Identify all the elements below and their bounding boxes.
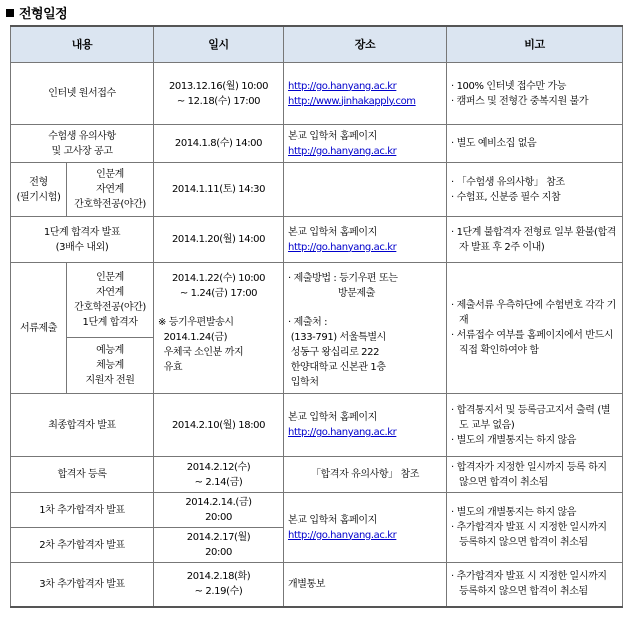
section-title — [6, 3, 67, 22]
date-line: ~ 1.24(금) 17:00 — [179, 288, 258, 299]
section-title-text: 전형일정 — [19, 7, 68, 22]
note-text: 합격통지서 및 등록금고지서 출력 (별도 교부 없음) — [456, 404, 611, 431]
note-text: 추가합격자 발표 시 지정한 일시까지 등록하지 않으면 합격이 취소됨 — [456, 571, 607, 598]
extra12-note — [447, 493, 623, 563]
note-line: · 별도의 개별통지는 하지 않음 — [451, 434, 577, 446]
date-note-line: 2014.1.24(금) — [163, 332, 228, 343]
header-content: 내용 — [11, 26, 154, 63]
place-text: 한양대학교 신본관 1층 — [290, 362, 386, 373]
content-line: 1단계 합격자 발표 — [43, 226, 121, 238]
extra2-date — [154, 528, 284, 563]
date-line: 2013.12.16(월) 10:00 — [168, 80, 269, 92]
date-line: ~ 2.14(금) — [194, 476, 243, 488]
note-text: 수험표, 신분증 필수 지참 — [456, 191, 561, 203]
table-row — [11, 217, 623, 263]
extra1-date — [154, 493, 284, 528]
note-text: 별도 예비소집 없음 — [456, 138, 537, 149]
application-content: 인터넷 원서접수 — [11, 63, 154, 125]
sub-line: 1단계 합격자 — [82, 317, 138, 328]
date-line: 2014.2.12(수) — [186, 461, 251, 473]
square-bullet-icon — [6, 9, 14, 17]
jinhakapply-link[interactable]: http://www.jinhakapply.com — [288, 95, 416, 107]
documents-sub-a — [67, 263, 154, 338]
place-text: 성동구 왕십리로 222 — [290, 347, 380, 358]
header-date: 일시 — [154, 26, 284, 63]
note-text: 추가합격자 발표 시 지정한 일시까지 등록하지 않으면 합격이 취소됨 — [456, 522, 607, 548]
sub-line: 예능계 — [96, 345, 124, 356]
exam-group — [11, 163, 67, 217]
sub-line: 인문계 — [96, 272, 124, 283]
place-text: (133-791) 서울특별시 — [290, 332, 386, 343]
place-text: 제출처 : — [293, 317, 328, 328]
place-text: 방문제출 — [338, 288, 376, 299]
final-note — [447, 394, 623, 457]
final-content: 최종합격자 발표 — [11, 394, 154, 457]
table-header-row — [11, 26, 623, 63]
application-date — [154, 63, 284, 125]
sub-line: 체능계 — [96, 360, 124, 371]
note-line: · 100% 인터넷 접수만 가능 — [451, 80, 566, 92]
content-line: 및 고사장 공고 — [51, 145, 113, 157]
final-date: 2014.2.10(월) 18:00 — [154, 394, 284, 457]
table-row — [11, 163, 623, 217]
table-row — [11, 563, 623, 607]
registration-date — [154, 457, 284, 493]
extra12-place — [284, 493, 447, 563]
table-row — [11, 457, 623, 493]
note-text: 「수험생 유의사항」 참조 — [456, 176, 565, 188]
exam-place — [284, 163, 447, 217]
extra2-content: 2차 추가합격자 발표 — [11, 528, 154, 563]
date-line: 20:00 — [205, 512, 232, 523]
table-row — [11, 263, 623, 338]
header-note: 비고 — [447, 26, 623, 63]
homepage-link[interactable]: http://go.hanyang.ac.kr — [288, 145, 397, 157]
sub-line: 자연계 — [96, 184, 124, 195]
submit-method: · 제출방법 : 등기우편 또는 방문제출 — [288, 273, 398, 299]
extra3-content: 3차 추가합격자 발표 — [11, 563, 154, 607]
place-text: 제출방법 : 등기우편 또는 — [293, 273, 398, 284]
final-place — [284, 394, 447, 457]
homepage-link[interactable]: http://go.hanyang.ac.kr — [288, 427, 397, 438]
table-row — [11, 63, 623, 125]
submit-address: · 제출처 : (133-791) 서울특별시 성동구 왕십리로 222 한양대학교 신본관 1층 입학처 — [288, 317, 386, 388]
application-place — [284, 63, 447, 125]
notice-content — [11, 125, 154, 163]
note-line: · 수험표, 신분증 필수 지참 — [451, 191, 561, 203]
header-place: 장소 — [284, 26, 447, 63]
registration-place: 「합격자 유의사항」 참조 — [284, 457, 447, 493]
first-pass-date: 2014.1.20(월) 14:00 — [154, 217, 284, 263]
date-note — [158, 315, 279, 375]
date-line: 20:00 — [205, 547, 232, 558]
first-pass-note — [447, 217, 623, 263]
content-line: (3배수 내외) — [55, 241, 109, 253]
extra3-place: 개별통보 — [284, 563, 447, 607]
application-note — [447, 63, 623, 125]
date-line: 2014.2.18(화) — [186, 571, 251, 583]
note-text: 별도의 개별통지는 하지 않음 — [456, 507, 577, 518]
note-text: 캠퍼스 및 전형간 중복지원 불가 — [456, 95, 589, 107]
note-line: · 「수험생 유의사항」 참조 — [451, 176, 565, 188]
table-row — [11, 394, 623, 457]
note-text: 별도의 개별통지는 하지 않음 — [456, 434, 577, 446]
sub-line: 간호학전공(야간) — [74, 302, 146, 313]
place-text: 본교 입학처 홈페이지 — [288, 412, 377, 423]
exam-note — [447, 163, 623, 217]
note-text: 제출서류 우측하단에 수험번호 각각 기재 — [456, 300, 616, 326]
date-line: 2014.2.14.(금) — [185, 497, 252, 508]
notice-date: 2014.1.8(수) 14:00 — [154, 125, 284, 163]
extra3-note — [447, 563, 623, 607]
homepage-link[interactable]: http://go.hanyang.ac.kr — [288, 529, 397, 541]
date-note-line: 유효 — [163, 362, 183, 373]
exam-sub — [67, 163, 154, 217]
sub-line: 자연계 — [96, 287, 124, 298]
sub-line: 간호학전공(야간) — [74, 199, 146, 210]
note-text: 1단계 불합격자 전형료 일부 환불(합격자 발표 후 2주 이내) — [456, 226, 617, 253]
date-line: 2014.1.22(수) 10:00 — [171, 273, 266, 284]
place-text: 입학처 — [290, 377, 319, 388]
date-line: ~ 12.18(수) 17:00 — [176, 95, 261, 107]
note-line: · 캠퍼스 및 전형간 중복지원 불가 — [451, 95, 589, 107]
note-line: · 추가합격자 발표 시 지정한 일시까지 등록하지 않으면 합격이 취소됨 — [451, 522, 607, 548]
documents-sub-b — [67, 338, 154, 394]
documents-date — [154, 263, 284, 394]
date-line: ~ 2.19(수) — [194, 586, 243, 598]
note-line: · 합격자가 지정한 일시까지 등록 하지 않으면 합격이 취소됨 — [451, 461, 607, 488]
note-text: 서류접수 여부를 홈페이지에서 반드시 직접 확인하여야 함 — [456, 330, 614, 356]
homepage-link[interactable]: http://go.hanyang.ac.kr — [288, 241, 397, 253]
note-line: · 1단계 불합격자 전형료 일부 환불(합격자 발표 후 2주 이내) — [451, 226, 617, 253]
note-line: · 제출서류 우측하단에 수험번호 각각 기재 — [451, 300, 616, 326]
registration-content: 합격자 등록 — [11, 457, 154, 493]
notice-note: · 별도 예비소집 없음 — [447, 125, 623, 163]
date-note-line: ※ 등기우편발송시 — [158, 317, 234, 328]
note-line: · 별도의 개별통지는 하지 않음 — [451, 507, 577, 518]
group-line: 전형 — [29, 176, 48, 188]
documents-note — [447, 263, 623, 394]
note-text: 100% 인터넷 접수만 가능 — [456, 80, 566, 92]
notice-place — [284, 125, 447, 163]
exam-date: 2014.1.11(토) 14:30 — [154, 163, 284, 217]
sub-line: 지원자 전원 — [85, 375, 135, 386]
sub-line: 인문계 — [96, 169, 124, 180]
note-text: 합격자가 지정한 일시까지 등록 하지 않으면 합격이 취소됨 — [456, 461, 607, 488]
registration-note — [447, 457, 623, 493]
group-line: (필기시험) — [16, 191, 61, 203]
schedule-table — [10, 25, 623, 608]
extra3-date — [154, 563, 284, 607]
homepage-link[interactable]: http://go.hanyang.ac.kr — [288, 80, 397, 92]
content-line: 수험생 유의사항 — [48, 130, 116, 142]
place-text: 본교 입학처 홈페이지 — [288, 130, 377, 142]
place-text: 본교 입학처 홈페이지 — [288, 514, 377, 526]
documents-group: 서류제출 — [11, 263, 67, 394]
table-row — [11, 125, 623, 163]
extra1-content: 1차 추가합격자 발표 — [11, 493, 154, 528]
first-pass-place — [284, 217, 447, 263]
date-line: 2014.2.17(월) — [186, 532, 251, 543]
note-line: · 합격통지서 및 등록금고지서 출력 (별도 교부 없음) — [451, 404, 611, 431]
date-block — [158, 271, 279, 301]
documents-place — [284, 263, 447, 394]
note-line: · 서류접수 여부를 홈페이지에서 반드시 직접 확인하여야 함 — [451, 330, 614, 356]
table-row — [11, 493, 623, 528]
date-note-line: 우체국 소인분 까지 — [163, 347, 244, 358]
note-line: · 추가합격자 발표 시 지정한 일시까지 등록하지 않으면 합격이 취소됨 — [451, 571, 607, 598]
place-text: 본교 입학처 홈페이지 — [288, 226, 377, 238]
first-pass-content — [11, 217, 154, 263]
